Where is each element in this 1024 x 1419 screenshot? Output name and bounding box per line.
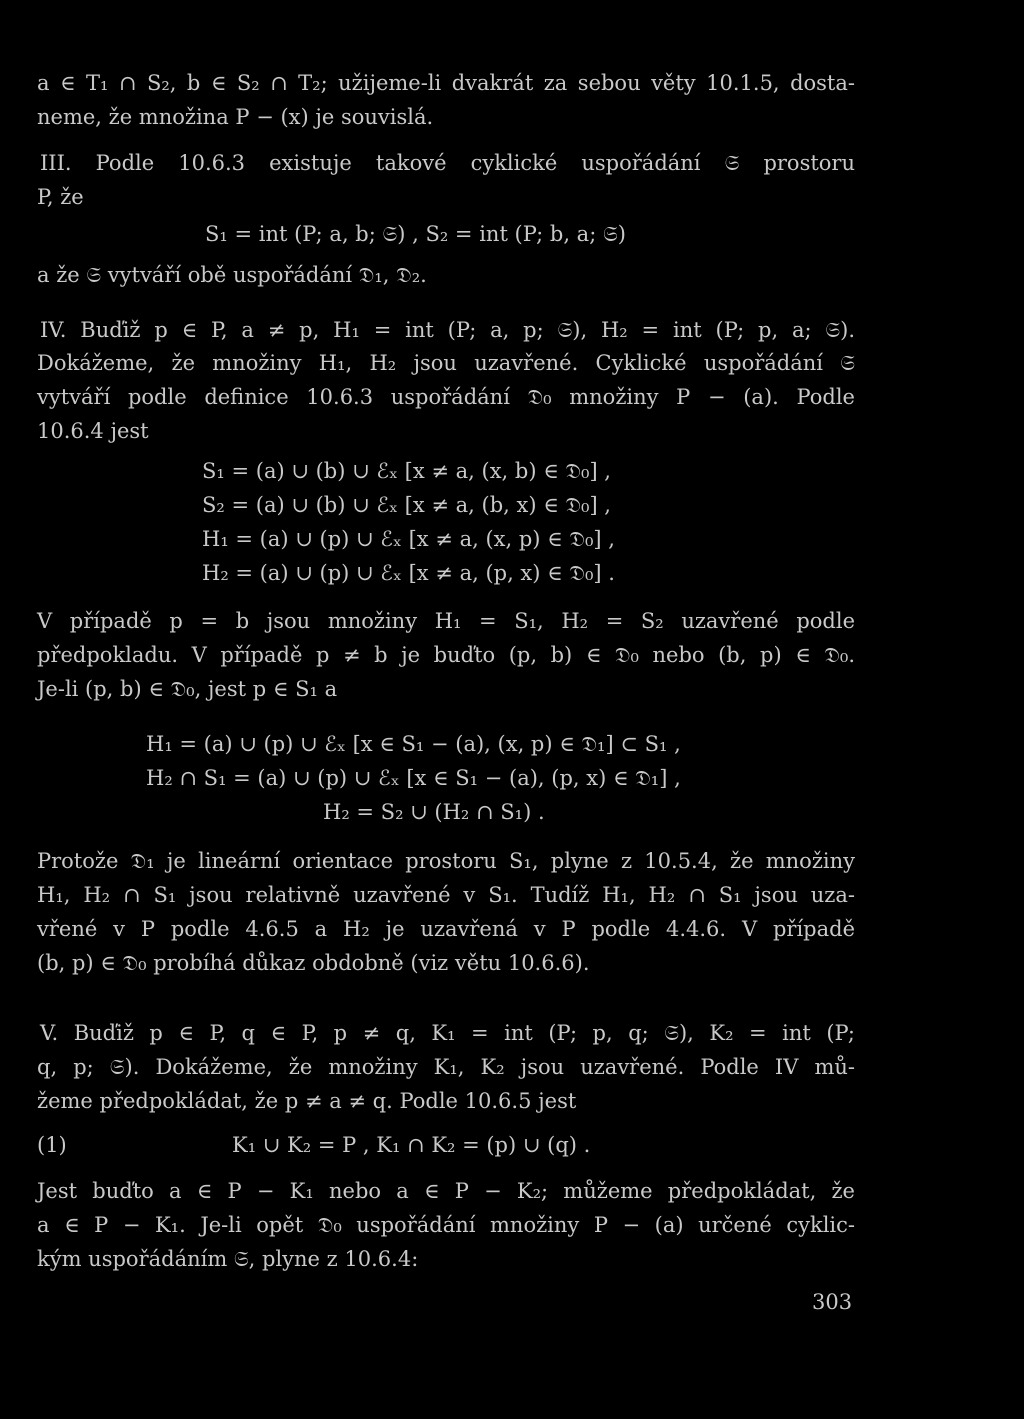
equation: H₂ = S₂ ∪ (H₂ ∩ S₁) .	[323, 800, 545, 824]
text-line: IV. Buďiž p ∈ P, a ≠ p, H₁ = int (P; a, p; 𝔖), H₂ = int (P; p, a; 𝔖).	[40, 318, 855, 342]
text-line: 10.6.4 jest	[37, 419, 149, 443]
text-line: a ∈ T₁ ∩ S₂, b ∈ S₂ ∩ T₂; užijeme-li dvakrát za sebou věty 10.1.5, dosta-	[37, 71, 855, 95]
text-line: vytváří podle definice 10.6.3 uspořádání 𝔇₀ množiny P − (a). Podle	[37, 385, 855, 409]
equation: H₂ ∩ S₁ = (a) ∪ (p) ∪ ℰₓ [x ∈ S₁ − (a), (p, x) ∈ 𝔇₁] ,	[146, 766, 681, 790]
text-line: V případě p = b jsou množiny H₁ = S₁, H₂ = S₂ uzavřené podle	[37, 609, 855, 633]
text-line: Dokážeme, že množiny H₁, H₂ jsou uzavřené. Cyklické uspořádání 𝔖	[37, 351, 855, 375]
text-line: vřené v P podle 4.6.5 a H₂ je uzavřená v P podle 4.4.6. V případě	[37, 917, 855, 941]
text-line: q, p; 𝔖). Dokážeme, že množiny K₁, K₂ jsou uzavřené. Podle IV mů-	[37, 1055, 855, 1079]
equation: H₂ = (a) ∪ (p) ∪ ℰₓ [x ≠ a, (p, x) ∈ 𝔇₀] .	[202, 561, 615, 585]
equation: H₁ = (a) ∪ (p) ∪ ℰₓ [x ∈ S₁ − (a), (x, p) ∈ 𝔇₁] ⊂ S₁ ,	[146, 732, 681, 756]
text-line: III. Podle 10.6.3 existuje takové cyklické uspořádání 𝔖 prostoru	[40, 151, 855, 175]
text-line: žeme předpokládat, že p ≠ a ≠ q. Podle 10.6.5 jest	[37, 1089, 577, 1113]
text-line: Je-li (p, b) ∈ 𝔇₀, jest p ∈ S₁ a	[37, 677, 338, 701]
equation: S₂ = (a) ∪ (b) ∪ ℰₓ [x ≠ a, (b, x) ∈ 𝔇₀] ,	[202, 493, 611, 517]
equation-number: (1)	[37, 1133, 67, 1157]
text-line: neme, že množina P − (x) je souvislá.	[37, 105, 434, 129]
text-line: V. Buďiž p ∈ P, q ∈ P, p ≠ q, K₁ = int (P; p, q; 𝔖), K₂ = int (P;	[40, 1021, 855, 1045]
text-line: a že 𝔖 vytváří obě uspořádání 𝔇₁, 𝔇₂.	[37, 263, 427, 287]
text-line: (b, p) ∈ 𝔇₀ probíhá důkaz obdobně (viz větu 10.6.6).	[37, 951, 590, 975]
text-line: Jest buďto a ∈ P − K₁ nebo a ∈ P − K₂; můžeme předpokládat, že	[37, 1179, 855, 1203]
text-line: Protože 𝔇₁ je lineární orientace prostoru S₁, plyne z 10.5.4, že množiny	[37, 849, 855, 873]
text-line: předpokladu. V případě p ≠ b je buďto (p, b) ∈ 𝔇₀ nebo (b, p) ∈ 𝔇₀.	[37, 643, 855, 667]
page-number: 303	[812, 1290, 853, 1314]
equation: K₁ ∪ K₂ = P , K₁ ∩ K₂ = (p) ∪ (q) .	[232, 1133, 591, 1157]
text-line: P, že	[37, 185, 84, 209]
equation: S₁ = int (P; a, b; 𝔖) , S₂ = int (P; b, a; 𝔖)	[205, 222, 626, 246]
text-line: a ∈ P − K₁. Je-li opět 𝔇₀ uspořádání množiny P − (a) určené cyklic-	[37, 1213, 855, 1237]
text-line: H₁, H₂ ∩ S₁ jsou relativně uzavřené v S₁. Tudíž H₁, H₂ ∩ S₁ jsou uza-	[37, 883, 855, 907]
equation: H₁ = (a) ∪ (p) ∪ ℰₓ [x ≠ a, (x, p) ∈ 𝔇₀] ,	[202, 527, 615, 551]
text-line: kým uspořádáním 𝔖, plyne z 10.6.4:	[37, 1247, 419, 1271]
equation: S₁ = (a) ∪ (b) ∪ ℰₓ [x ≠ a, (x, b) ∈ 𝔇₀] ,	[202, 459, 611, 483]
